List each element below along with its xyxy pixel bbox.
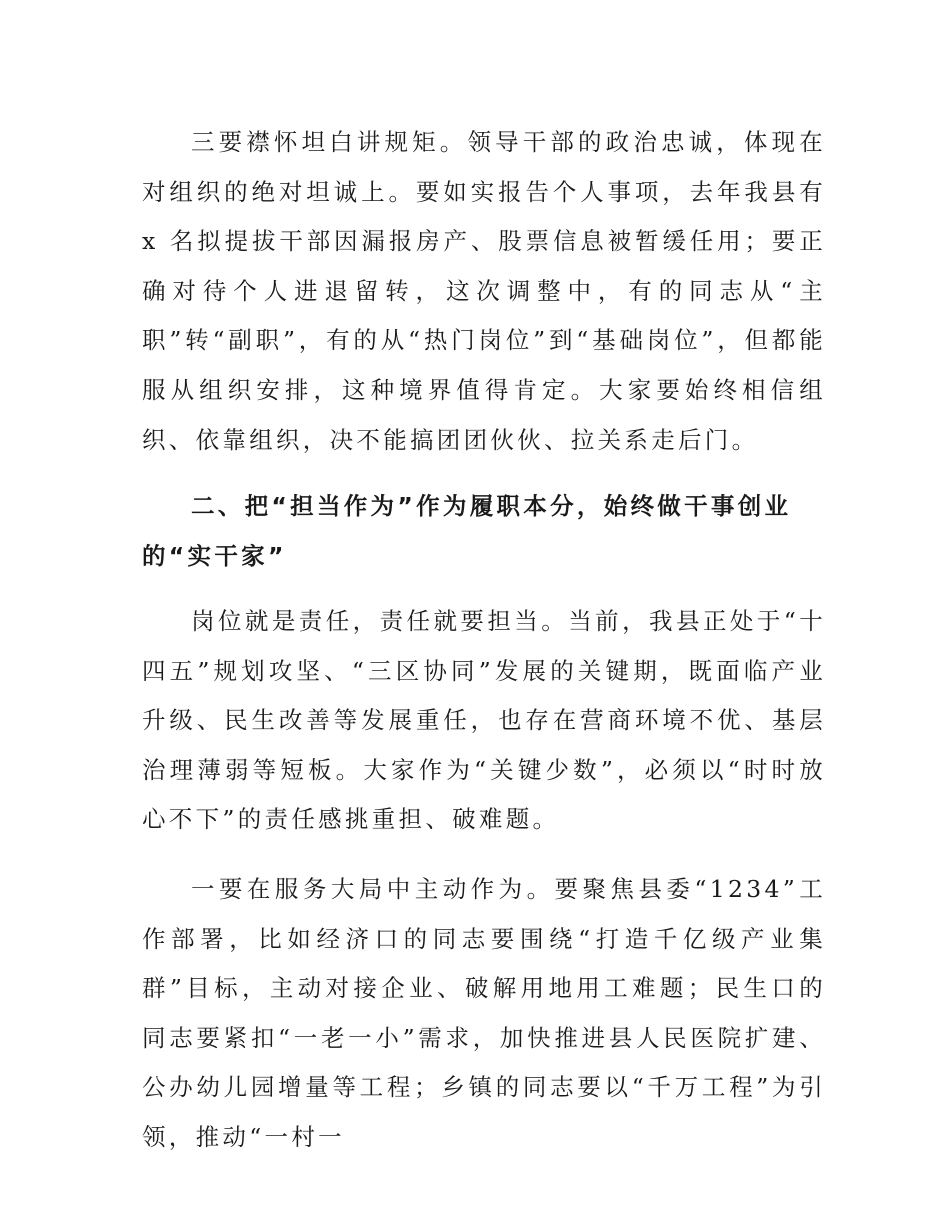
body-paragraph-serve-overall: 一要在服务大局中主动作为。要聚焦县委“1234”工作部署，比如经济口的同志要围绕“打造千亿级产业集群”目标，主动对接企业、破解用地用工难题；民生口的同志要紧扣“一老一小”需求，加快推进县人民医院扩建、公办幼儿园增量等工程；乡镇的同志要以“千万工程”为引领，推动“一村一 xyxy=(142,875,826,1151)
body-paragraph-responsibility: 岗位就是责任，责任就要担当。当前，我县正处于“十四五”规划攻坚、“三区协同”发展的关键期，既面临产业升级、民生改善等发展重任，也存在营商环境不优、基层治理薄弱等短板。大家作为“关键少数”，必须以“时时放心不下”的责任感挑重担、破难题。 xyxy=(142,607,826,834)
body-paragraph-integrity: 三要襟怀坦白讲规矩。领导干部的政治忠诚，体现在对组织的绝对坦诚上。要如实报告个人事项，去年我县有 x 名拟提拔干部因漏报房产、股票信息被暂缓任用；要正确对待个人进退留转，这次调整中，有的同志从“主职”转“副职”，有的从“热门岗位”到“基础岗位”，但都能服从组织安排，这种境界值得肯定。大家要始终相信组织、依靠组织，决不能搞团团伙伙、拉关系走后门。 xyxy=(142,128,826,454)
section-heading-2: 二、把“担当作为”作为履职本分，始终做干事创业的“实干家” xyxy=(142,492,792,570)
